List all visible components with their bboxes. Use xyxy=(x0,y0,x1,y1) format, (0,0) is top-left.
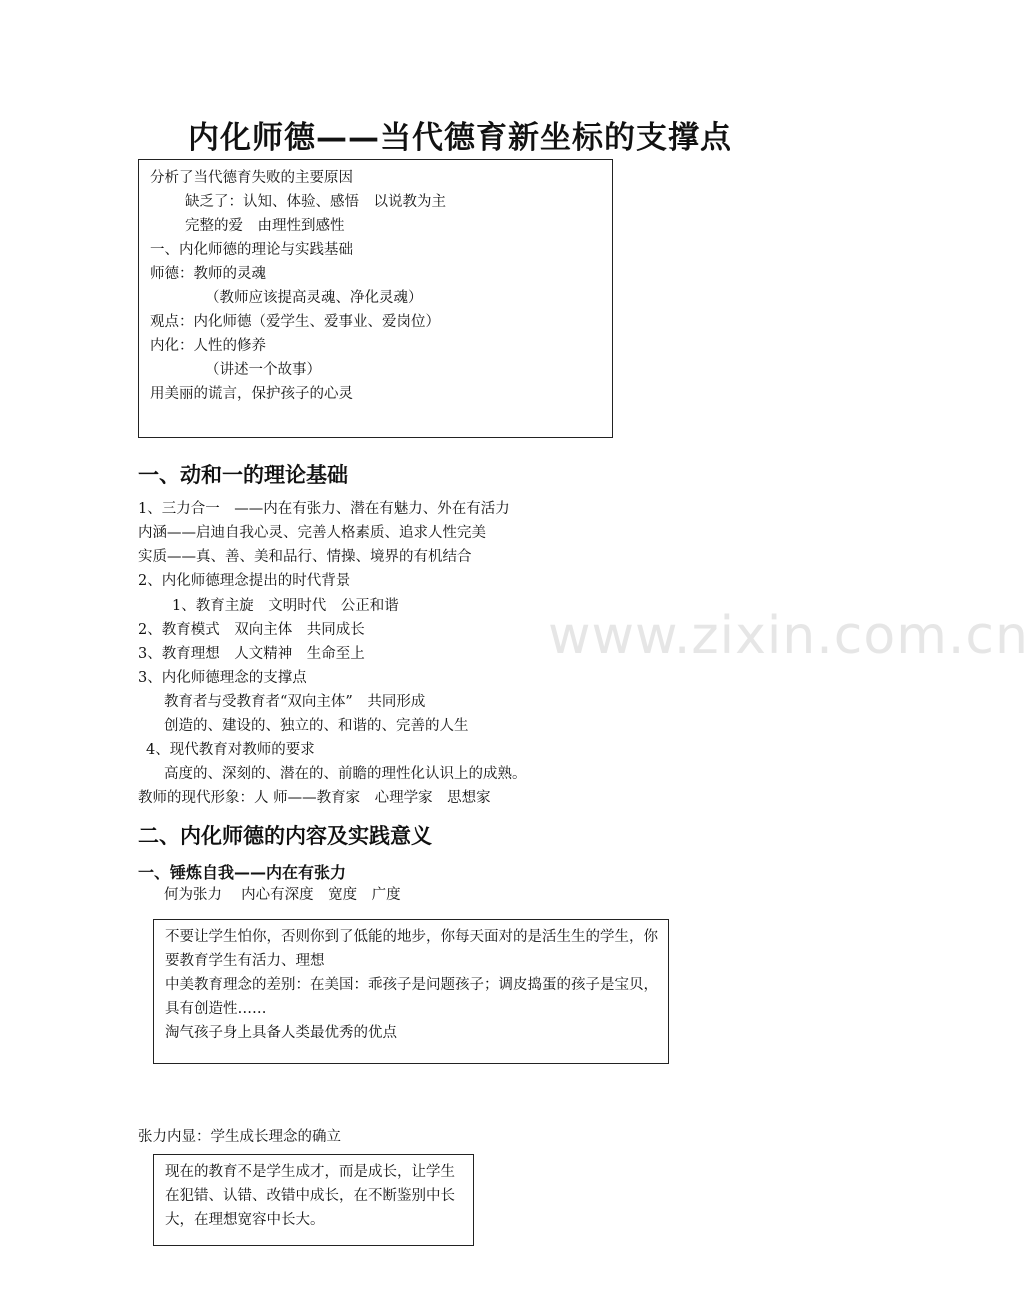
tension-label: 张力内显：学生成长理念的确立 xyxy=(138,1129,341,1145)
quote-box-2-text: 现在的教育不是学生成才，而是成长，让学生在犯错、认错、改错中成长，在不断鉴别中长大，在理想宽容中长大。 xyxy=(165,1164,455,1228)
section1-line: 4、现代教育对教师的要求 xyxy=(146,742,315,758)
quote-box-1-text: 不要让学生怕你，否则你到了低能的地步，你每天面对的是活生生的学生，你要教育学生有活力、理想 中美教育理念的差别：在美国：乖孩子是问题孩子；调皮捣蛋的孩子是宝贝，具有创造性…… 淘气孩子身上具备人类最优秀的优点 xyxy=(165,929,658,1041)
summary-line: （教师应该提高灵魂、净化灵魂） xyxy=(205,290,423,306)
section1-line: 3、教育理想 人文精神 生命至上 xyxy=(138,646,365,662)
page-title: 内化师德——当代德育新坐标的支撑点 xyxy=(188,120,732,156)
section1-line: 3、内化师德理念的支撑点 xyxy=(138,670,307,686)
section1-line: 实质——真、善、美和品行、情操、境界的有机结合 xyxy=(138,549,472,565)
summary-line: 缺乏了：认知、体验、感悟 以说教为主 xyxy=(185,194,446,210)
summary-line: 观点：内化师德（爱学生、爱事业、爱岗位） xyxy=(150,314,440,330)
section1-line: 教育者与受教育者“双向主体” 共同形成 xyxy=(164,694,426,710)
summary-line: 用美丽的谎言，保护孩子的心灵 xyxy=(150,386,353,402)
section1-line: 2、教育模式 双向主体 共同成长 xyxy=(138,622,365,638)
section1-line: 高度的、深刻的、潜在的、前瞻的理性化认识上的成熟。 xyxy=(164,766,527,782)
section2-subheading: 一、锤炼自我——内在有张力 xyxy=(138,863,347,882)
section1-line: 2、内化师德理念提出的时代背景 xyxy=(138,573,351,589)
section1-line: 1、三力合一 ——内在有张力、潜在有魅力、外在有活力 xyxy=(138,501,510,517)
summary-line: 一、内化师德的理论与实践基础 xyxy=(150,242,353,258)
section2-sub-line: 何为张力 内心有深度 宽度 广度 xyxy=(164,887,401,903)
summary-line: （讲述一个故事） xyxy=(205,362,321,378)
section1-line: 教师的现代形象：人 师——教育家 心理学家 思想家 xyxy=(138,790,491,806)
summary-line: 分析了当代德育失败的主要原因 xyxy=(150,170,353,186)
summary-line: 内化：人性的修养 xyxy=(150,338,266,354)
section1-line: 1、教育主旋 文明时代 公正和谐 xyxy=(172,598,399,614)
section1-heading: 一、动和一的理论基础 xyxy=(138,463,348,487)
section2-heading: 二、内化师德的内容及实践意义 xyxy=(138,824,432,848)
section1-line: 内涵——启迪自我心灵、完善人格素质、追求人性完美 xyxy=(138,525,486,541)
summary-line: 完整的爱 由理性到感性 xyxy=(185,218,345,234)
summary-line: 师德：教师的灵魂 xyxy=(150,266,266,282)
section1-line: 创造的、建设的、独立的、和谐的、完善的人生 xyxy=(164,718,469,734)
watermark: www.zixin.com.cn xyxy=(548,606,1029,666)
